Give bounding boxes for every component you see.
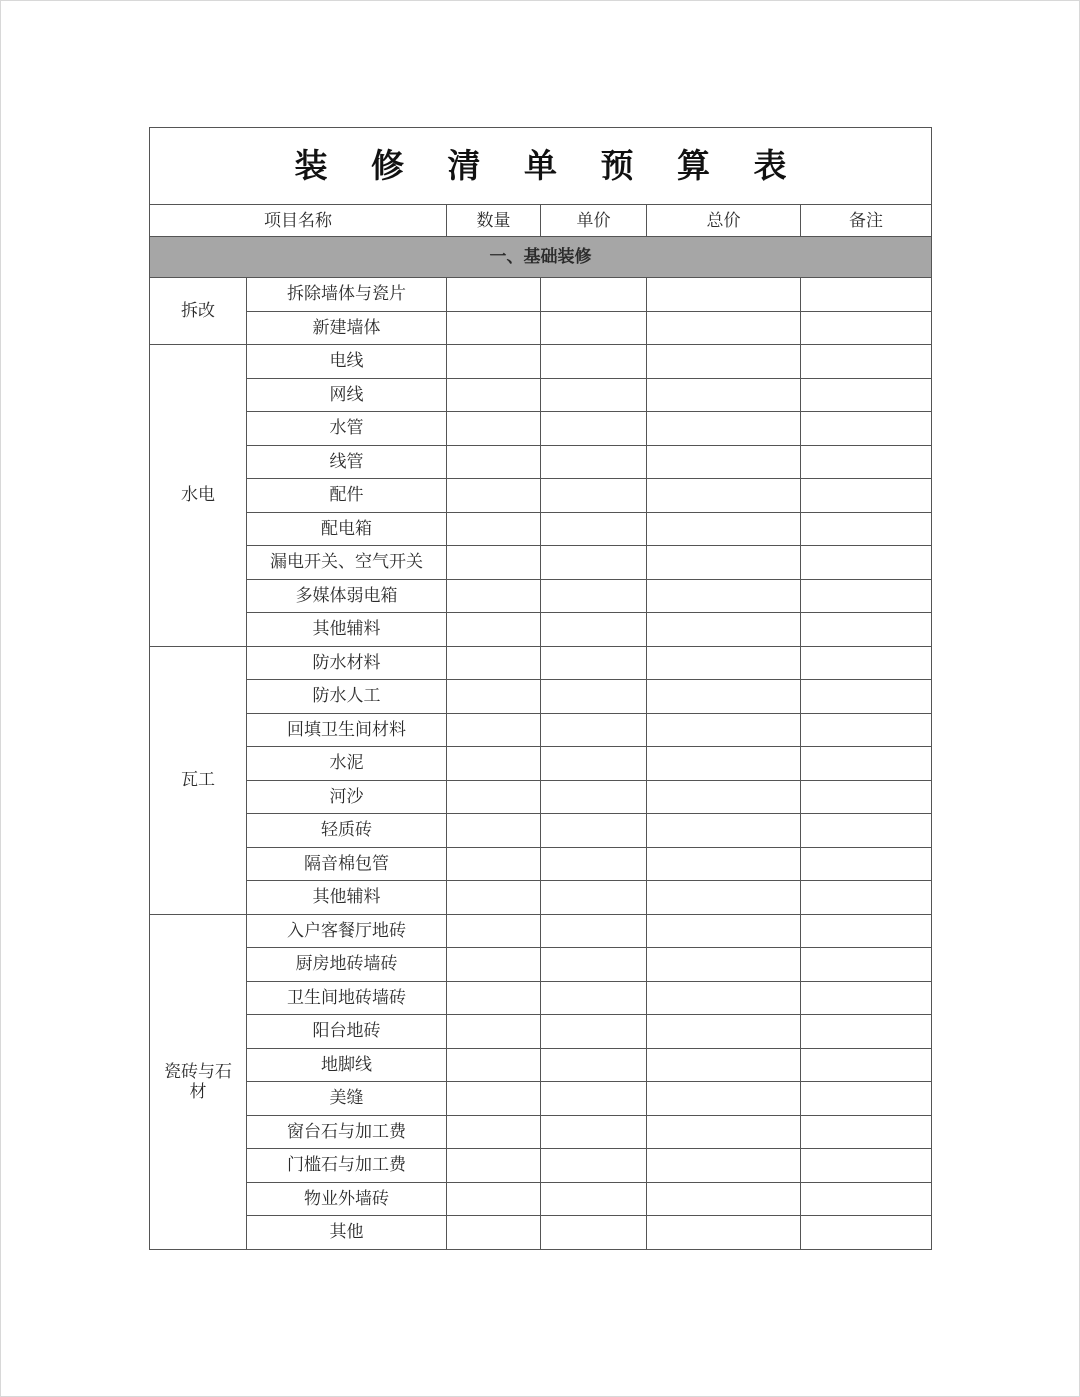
item-name-cell: 窗台石与加工费 [247, 1115, 447, 1149]
quantity-cell[interactable] [447, 412, 541, 446]
item-name-cell: 卫生间地砖墙砖 [247, 981, 447, 1015]
quantity-cell[interactable] [447, 1149, 541, 1183]
unit-price-cell[interactable] [541, 881, 647, 915]
total-price-cell[interactable] [647, 479, 801, 513]
total-price-cell[interactable] [647, 445, 801, 479]
total-price-cell[interactable] [647, 881, 801, 915]
quantity-cell[interactable] [447, 881, 541, 915]
remark-cell[interactable] [801, 1216, 932, 1250]
table-row [150, 981, 932, 1015]
item-name-cell: 配电箱 [247, 512, 447, 546]
item-name-cell: 多媒体弱电箱 [247, 579, 447, 613]
unit-price-cell[interactable] [541, 378, 647, 412]
remark-cell[interactable] [801, 546, 932, 580]
total-price-cell[interactable] [647, 1082, 801, 1116]
item-name-cell: 河沙 [247, 780, 447, 814]
item-name-cell: 网线 [247, 378, 447, 412]
quantity-cell[interactable] [447, 1015, 541, 1049]
remark-cell[interactable] [801, 1115, 932, 1149]
item-name-cell: 新建墙体 [247, 311, 447, 345]
item-name-cell: 其他 [247, 1216, 447, 1250]
table-row [150, 1015, 932, 1049]
table-row [150, 948, 932, 982]
quantity-cell[interactable] [447, 311, 541, 345]
quantity-cell[interactable] [447, 780, 541, 814]
table-row [150, 680, 932, 714]
remark-cell[interactable] [801, 981, 932, 1015]
table-row [150, 311, 932, 345]
total-price-cell[interactable] [647, 1048, 801, 1082]
quantity-cell[interactable] [447, 847, 541, 881]
unit-price-cell[interactable] [541, 412, 647, 446]
quantity-cell[interactable] [447, 345, 541, 379]
table-row [150, 512, 932, 546]
header-item-name: 项目名称 [150, 205, 447, 237]
item-name-cell: 轻质砖 [247, 814, 447, 848]
quantity-cell[interactable] [447, 981, 541, 1015]
quantity-cell[interactable] [447, 378, 541, 412]
remark-cell[interactable] [801, 1182, 932, 1216]
total-price-cell[interactable] [647, 345, 801, 379]
title-row [150, 128, 932, 205]
quantity-cell[interactable] [447, 1115, 541, 1149]
category-cell: 拆改 [150, 278, 247, 345]
section-row [150, 237, 932, 278]
total-price-cell[interactable] [647, 1216, 801, 1250]
total-price-cell[interactable] [647, 948, 801, 982]
unit-price-cell[interactable] [541, 579, 647, 613]
item-name-cell: 其他辅料 [247, 881, 447, 915]
header-total-price: 总价 [647, 205, 801, 237]
item-name-cell: 隔音棉包管 [247, 847, 447, 881]
total-price-cell[interactable] [647, 1115, 801, 1149]
quantity-cell[interactable] [447, 646, 541, 680]
table-row [150, 613, 932, 647]
table-row [150, 1048, 932, 1082]
total-price-cell[interactable] [647, 713, 801, 747]
total-price-cell[interactable] [647, 512, 801, 546]
total-price-cell[interactable] [647, 780, 801, 814]
remark-cell[interactable] [801, 881, 932, 915]
table-row [150, 646, 932, 680]
unit-price-cell[interactable] [541, 546, 647, 580]
table-row [150, 747, 932, 781]
unit-price-cell[interactable] [541, 1216, 647, 1250]
item-name-cell: 拆除墙体与瓷片 [247, 278, 447, 312]
quantity-cell[interactable] [447, 278, 541, 312]
item-name-cell: 入户客餐厅地砖 [247, 914, 447, 948]
table-row [150, 1182, 932, 1216]
item-name-cell: 电线 [247, 345, 447, 379]
total-price-cell[interactable] [647, 1015, 801, 1049]
remark-cell[interactable] [801, 479, 932, 513]
item-name-cell: 美缝 [247, 1082, 447, 1116]
table-row [150, 546, 932, 580]
table-row [150, 780, 932, 814]
remark-cell[interactable] [801, 747, 932, 781]
table-row [150, 881, 932, 915]
remark-cell[interactable] [801, 948, 932, 982]
remark-cell[interactable] [801, 345, 932, 379]
header-remark: 备注 [801, 205, 932, 237]
unit-price-cell[interactable] [541, 345, 647, 379]
unit-price-cell[interactable] [541, 1115, 647, 1149]
quantity-cell[interactable] [447, 546, 541, 580]
remark-cell[interactable] [801, 445, 932, 479]
unit-price-cell[interactable] [541, 948, 647, 982]
unit-price-cell[interactable] [541, 311, 647, 345]
quantity-cell[interactable] [447, 713, 541, 747]
unit-price-cell[interactable] [541, 1082, 647, 1116]
unit-price-cell[interactable] [541, 646, 647, 680]
category-cell: 瓦工 [150, 646, 247, 914]
item-name-cell: 漏电开关、空气开关 [247, 546, 447, 580]
remark-cell[interactable] [801, 814, 932, 848]
total-price-cell[interactable] [647, 278, 801, 312]
remark-cell[interactable] [801, 311, 932, 345]
table-row [150, 713, 932, 747]
total-price-cell[interactable] [647, 680, 801, 714]
unit-price-cell[interactable] [541, 814, 647, 848]
table-row [150, 412, 932, 446]
quantity-cell[interactable] [447, 814, 541, 848]
quantity-cell[interactable] [447, 613, 541, 647]
total-price-cell[interactable] [647, 914, 801, 948]
item-name-cell: 配件 [247, 479, 447, 513]
table-row [150, 378, 932, 412]
remark-cell[interactable] [801, 1082, 932, 1116]
unit-price-cell[interactable] [541, 1015, 647, 1049]
quantity-cell[interactable] [447, 479, 541, 513]
quantity-cell[interactable] [447, 1182, 541, 1216]
total-price-cell[interactable] [647, 1149, 801, 1183]
total-price-cell[interactable] [647, 412, 801, 446]
remark-cell[interactable] [801, 646, 932, 680]
remark-cell[interactable] [801, 680, 932, 714]
table-row [150, 579, 932, 613]
quantity-cell[interactable] [447, 948, 541, 982]
item-name-cell: 水管 [247, 412, 447, 446]
item-name-cell: 其他辅料 [247, 613, 447, 647]
total-price-cell[interactable] [647, 981, 801, 1015]
total-price-cell[interactable] [647, 546, 801, 580]
table-row [150, 1082, 932, 1116]
unit-price-cell[interactable] [541, 278, 647, 312]
remark-cell[interactable] [801, 378, 932, 412]
table-row [150, 345, 932, 379]
table-row [150, 814, 932, 848]
remark-cell[interactable] [801, 1048, 932, 1082]
section-title: 一、基础装修 [150, 237, 932, 278]
remark-cell[interactable] [801, 780, 932, 814]
table-row [150, 445, 932, 479]
remark-cell[interactable] [801, 412, 932, 446]
total-price-cell[interactable] [647, 747, 801, 781]
quantity-cell[interactable] [447, 1082, 541, 1116]
remark-cell[interactable] [801, 613, 932, 647]
unit-price-cell[interactable] [541, 847, 647, 881]
table-title: 装 修 清 单 预 算 表 [150, 128, 932, 205]
unit-price-cell[interactable] [541, 914, 647, 948]
header-row [150, 205, 932, 237]
total-price-cell[interactable] [647, 646, 801, 680]
quantity-cell[interactable] [447, 512, 541, 546]
quantity-cell[interactable] [447, 914, 541, 948]
item-name-cell: 线管 [247, 445, 447, 479]
quantity-cell[interactable] [447, 747, 541, 781]
unit-price-cell[interactable] [541, 1048, 647, 1082]
unit-price-cell[interactable] [541, 747, 647, 781]
item-name-cell: 门槛石与加工费 [247, 1149, 447, 1183]
remark-cell[interactable] [801, 847, 932, 881]
item-name-cell: 水泥 [247, 747, 447, 781]
remark-cell[interactable] [801, 1015, 932, 1049]
remark-cell[interactable] [801, 512, 932, 546]
quantity-cell[interactable] [447, 1216, 541, 1250]
unit-price-cell[interactable] [541, 713, 647, 747]
unit-price-cell[interactable] [541, 1149, 647, 1183]
unit-price-cell[interactable] [541, 780, 647, 814]
category-cell: 瓷砖与石材 [150, 914, 247, 1249]
remark-cell[interactable] [801, 713, 932, 747]
remark-cell[interactable] [801, 278, 932, 312]
table-row [150, 847, 932, 881]
quantity-cell[interactable] [447, 1048, 541, 1082]
table-row [150, 278, 932, 312]
unit-price-cell[interactable] [541, 512, 647, 546]
remark-cell[interactable] [801, 579, 932, 613]
item-name-cell: 防水材料 [247, 646, 447, 680]
budget-table [149, 127, 932, 1250]
quantity-cell[interactable] [447, 680, 541, 714]
unit-price-cell[interactable] [541, 981, 647, 1015]
total-price-cell[interactable] [647, 378, 801, 412]
item-name-cell: 物业外墙砖 [247, 1182, 447, 1216]
remark-cell[interactable] [801, 914, 932, 948]
table-row [150, 1149, 932, 1183]
unit-price-cell[interactable] [541, 613, 647, 647]
unit-price-cell[interactable] [541, 479, 647, 513]
quantity-cell[interactable] [447, 579, 541, 613]
total-price-cell[interactable] [647, 847, 801, 881]
total-price-cell[interactable] [647, 613, 801, 647]
table-row [150, 479, 932, 513]
item-name-cell: 地脚线 [247, 1048, 447, 1082]
unit-price-cell[interactable] [541, 680, 647, 714]
header-quantity: 数量 [447, 205, 541, 237]
total-price-cell[interactable] [647, 579, 801, 613]
table-row [150, 914, 932, 948]
total-price-cell[interactable] [647, 311, 801, 345]
unit-price-cell[interactable] [541, 1182, 647, 1216]
item-name-cell: 阳台地砖 [247, 1015, 447, 1049]
table-row [150, 1216, 932, 1250]
remark-cell[interactable] [801, 1149, 932, 1183]
table-row [150, 1115, 932, 1149]
total-price-cell[interactable] [647, 814, 801, 848]
quantity-cell[interactable] [447, 445, 541, 479]
unit-price-cell[interactable] [541, 445, 647, 479]
item-name-cell: 回填卫生间材料 [247, 713, 447, 747]
item-name-cell: 防水人工 [247, 680, 447, 714]
header-unit-price: 单价 [541, 205, 647, 237]
total-price-cell[interactable] [647, 1182, 801, 1216]
item-name-cell: 厨房地砖墙砖 [247, 948, 447, 982]
category-cell: 水电 [150, 345, 247, 647]
